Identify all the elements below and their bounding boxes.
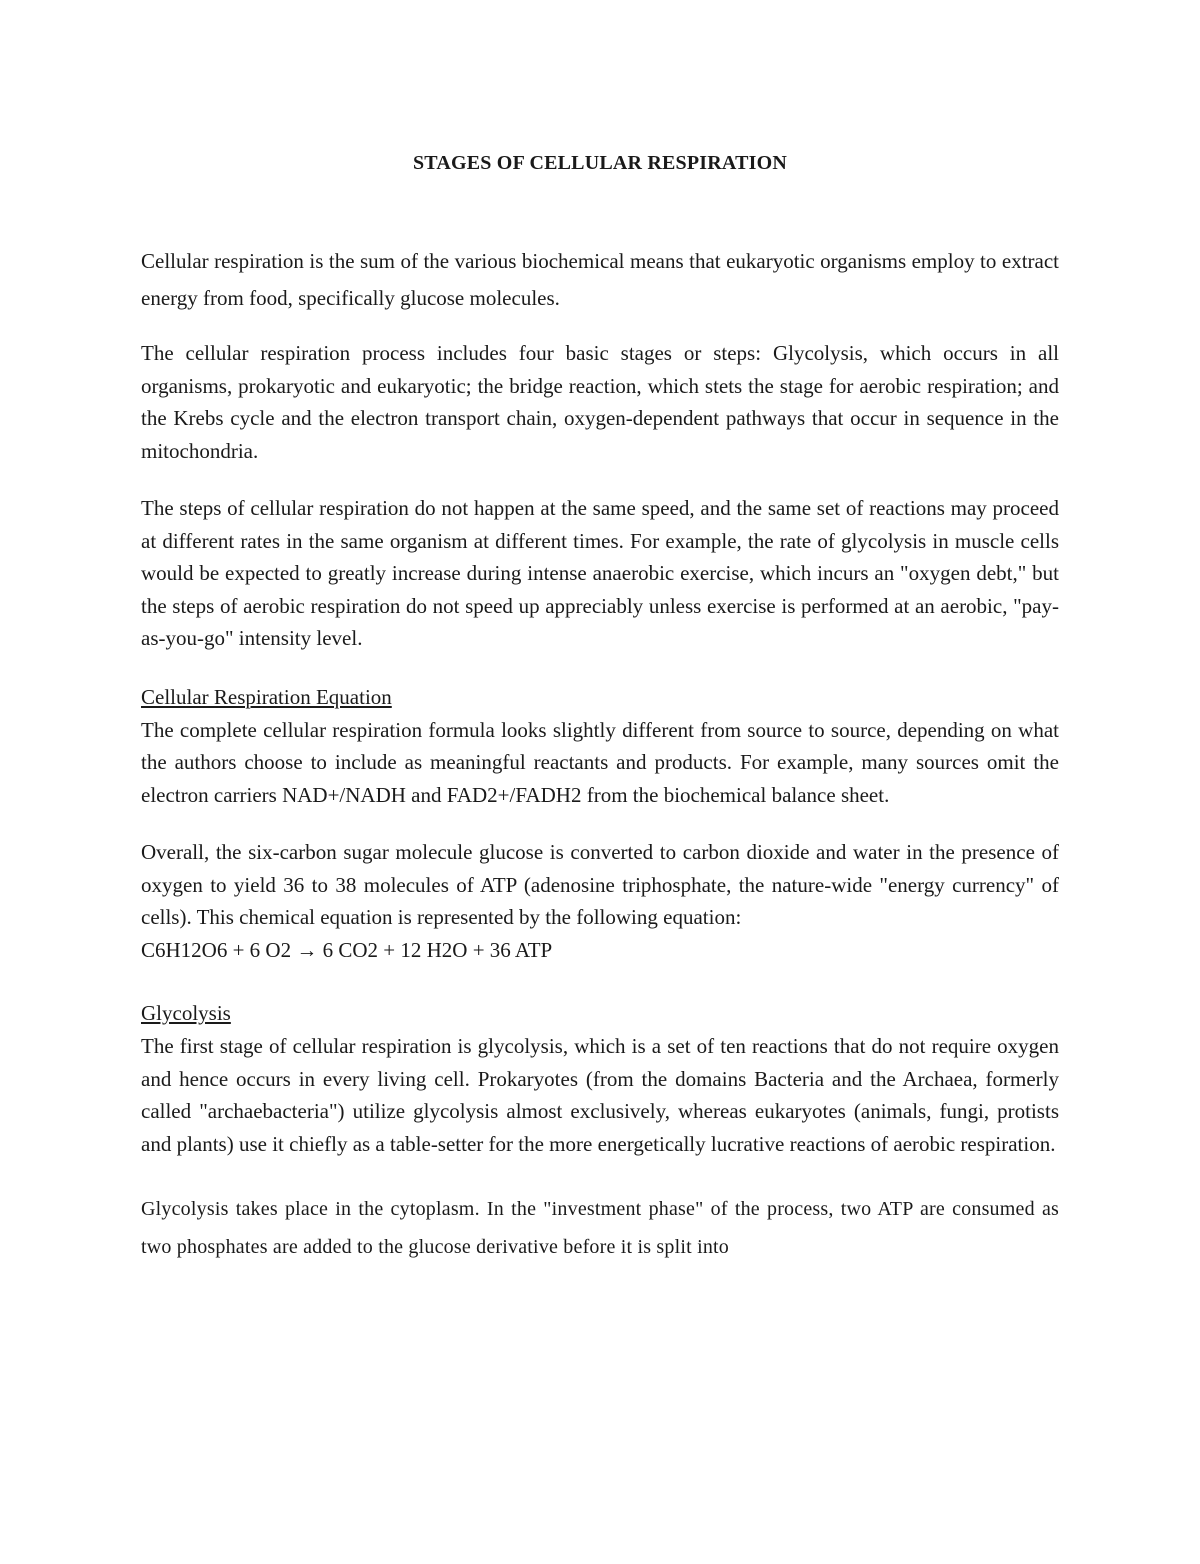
paragraph-equation-overall-text: Overall, the six-carbon sugar molecule glucose is converted to carbon dioxide and water in the presence of oxygen to yield 36 to 38 molecules of ATP (adenosine triphosphate, the nature-wide "energy currency" of cells). This chemical equation is represented by the following equation: bbox=[141, 840, 1059, 929]
section-equation bbox=[141, 680, 1059, 967]
chemical-equation: C6H12O6 + 6 O2 → 6 CO2 + 12 H2O + 36 ATP bbox=[141, 937, 553, 962]
paragraph-glycolysis-cytoplasm: Glycolysis takes place in the cytoplasm. In the "investment phase" of the process, two ATP are consumed as two phosphates are added to the glucose derivative before it is split into bbox=[141, 1198, 1059, 1258]
document-body bbox=[141, 148, 1059, 1291]
paragraph-glycolysis-first-stage: The first stage of cellular respiration is glycolysis, which is a set of ten reactions that do not require oxygen and hence occurs in every living cell. Prokaryotes (from the domains Bacteria and the Archaea, formerly called "archaebacteria") utilize glycolysis almost exclusively, whereas eukaryotes (animals, fungi, protists and plants) use it chiefly as a table-setter for the more energetically lucrative reactions of aerobic respiration. bbox=[141, 1034, 1059, 1156]
document-title: STAGES OF CELLULAR RESPIRATION bbox=[412, 152, 788, 174]
paragraph-intro: Cellular respiration is the sum of the various biochemical means that eukaryotic organisms employ to extract energy from food, specifically glucose molecules. bbox=[141, 249, 1059, 310]
paragraph-equation-formula: The complete cellular respiration formula looks slightly different from source to source, depending on what the authors choose to include as meaningful reactants and products. For example, many sources omit the electron carriers NAD+/NADH and FAD2+/FADH2 from the biochemical balance sheet. bbox=[141, 717, 1059, 807]
section-heading-equation: Cellular Respiration Equation bbox=[141, 684, 392, 709]
section-glycolysis bbox=[141, 996, 1059, 1266]
paragraph-equation-overall bbox=[141, 836, 1059, 966]
paragraph-process: The cellular respiration process includes four basic stages or steps: Glycolysis, which occurs in all organisms, prokaryotic and eukaryotic; the bridge reaction, which stets the stage for aerobic respiration; and the Krebs cycle and the electron transport chain, oxygen-dependent pathways that occur in sequence in the mitochondria. bbox=[141, 341, 1059, 463]
section-heading-glycolysis: Glycolysis bbox=[141, 1001, 231, 1025]
paragraph-speed: The steps of cellular respiration do not happen at the same speed, and the same set of reactions may proceed at different rates in the same organism at different times. For example, the rate of glycolysis in muscle cells would be expected to greatly increase during intense anaerobic exercise, which incurs an "oxygen debt," but the steps of aerobic respiration do not speed up appreciably unless exercise is performed at an aerobic, "pay-as-you-go" intensity level. bbox=[141, 496, 1059, 650]
